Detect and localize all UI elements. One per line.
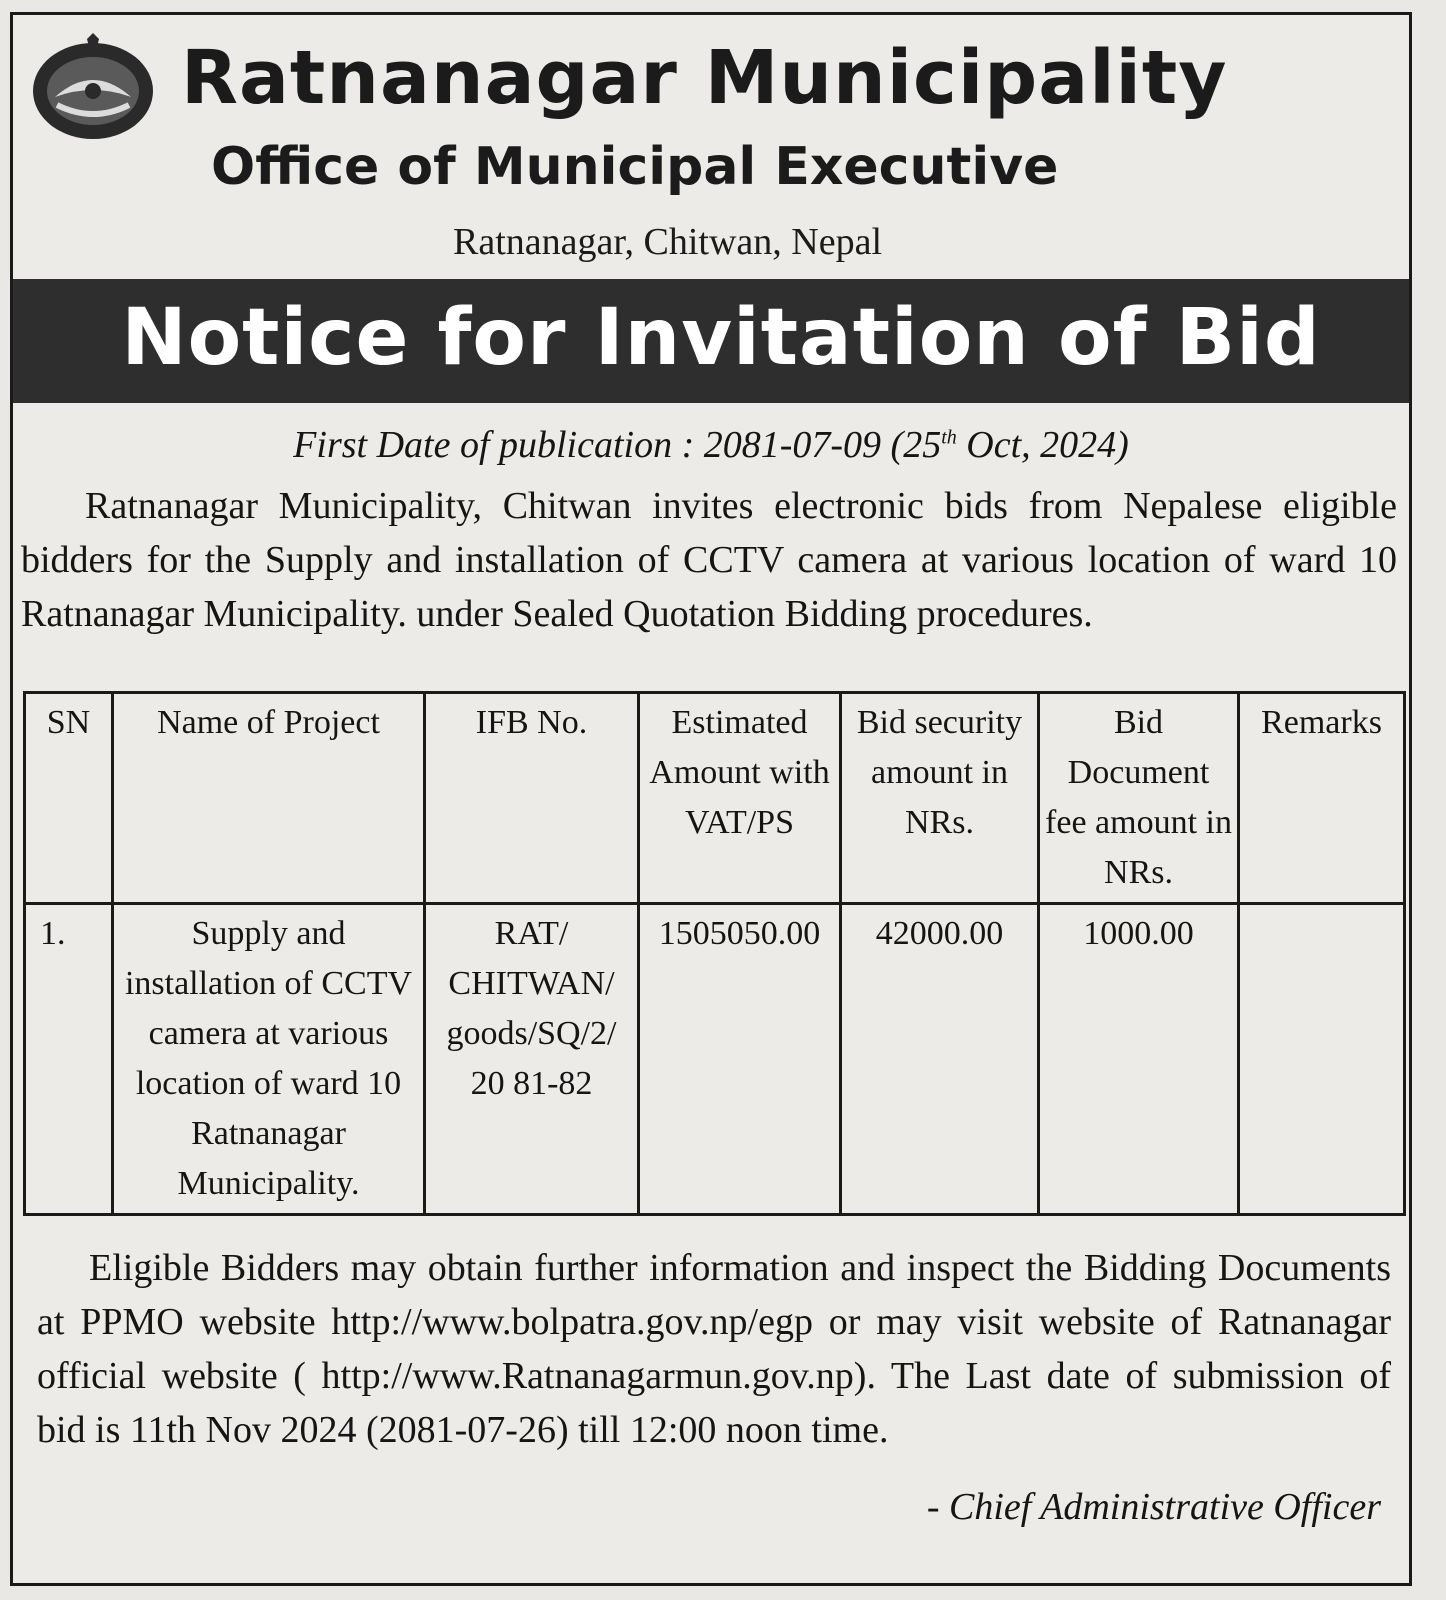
- table-row: [25, 904, 1405, 1215]
- intro-paragraph: Ratnanagar Municipality, Chitwan invites electronic bids from Nepalese eligible bidders for the Supply and installation of CCTV camera at various location of ward 10 Ratnanagar Municipality. under Sealed Quotation Bidding procedures.: [21, 485, 1397, 635]
- office-address: Ratnanagar, Chitwan, Nepal: [453, 221, 883, 263]
- notice-page: [10, 12, 1412, 1586]
- header-estimated-amount: Estimated Amount with VAT/PS: [639, 693, 841, 904]
- cell-estimated-amount: 1505050.00: [639, 904, 841, 1215]
- header-bid-security: Bid security amount in NRs.: [841, 693, 1039, 904]
- header-ifb-no: IFB No.: [425, 693, 639, 904]
- header-project-name: Name of Project: [113, 693, 425, 904]
- header-remarks: Remarks: [1239, 693, 1405, 904]
- header: [13, 15, 1409, 277]
- nepal-government-emblem-icon: [27, 33, 159, 145]
- cell-bid-security: 42000.00: [841, 904, 1039, 1215]
- bidding-info-paragraph: Eligible Bidders may obtain further information and inspect the Bidding Documents at PPMO website http://www.bolpatra.gov.np/egp or may visit website of Ratnanagar official website ( http://www.Ratnanagarmun.gov.np). The Last date of submission of bid is 11th Nov 2024 (2081-07-26) till 12:00 noon time.: [37, 1247, 1391, 1451]
- publication-date-rest: Oct, 2024): [956, 424, 1129, 466]
- cell-remarks: [1239, 904, 1405, 1215]
- bid-table: [23, 691, 1406, 1216]
- cell-sn: 1.: [25, 904, 113, 1215]
- header-sn: SN: [25, 693, 113, 904]
- office-subtitle: Office of Municipal Executive: [211, 137, 1059, 197]
- cell-document-fee: 1000.00: [1039, 904, 1239, 1215]
- header-document-fee: Bid Document fee amount in NRs.: [1039, 693, 1239, 904]
- table-header-row: [25, 693, 1405, 904]
- cell-project-name: Supply and installation of CCTV camera at various location of ward 10 Ratnanagar Municipality.: [113, 904, 425, 1215]
- municipality-title: Ratnanagar Municipality: [181, 35, 1228, 121]
- notice-banner: [13, 279, 1409, 403]
- signature: - Chief Administrative Officer: [926, 1486, 1381, 1528]
- notice-heading: Notice for Invitation of Bid: [121, 293, 1321, 383]
- publication-date: [13, 423, 1409, 467]
- publication-date-prefix: First Date of publication : 2081-07-09 (25: [293, 424, 942, 466]
- cell-ifb-no: RAT/ CHITWAN/ goods/SQ/2/ 20 81-82: [425, 904, 639, 1215]
- publication-date-sup: th: [941, 426, 957, 449]
